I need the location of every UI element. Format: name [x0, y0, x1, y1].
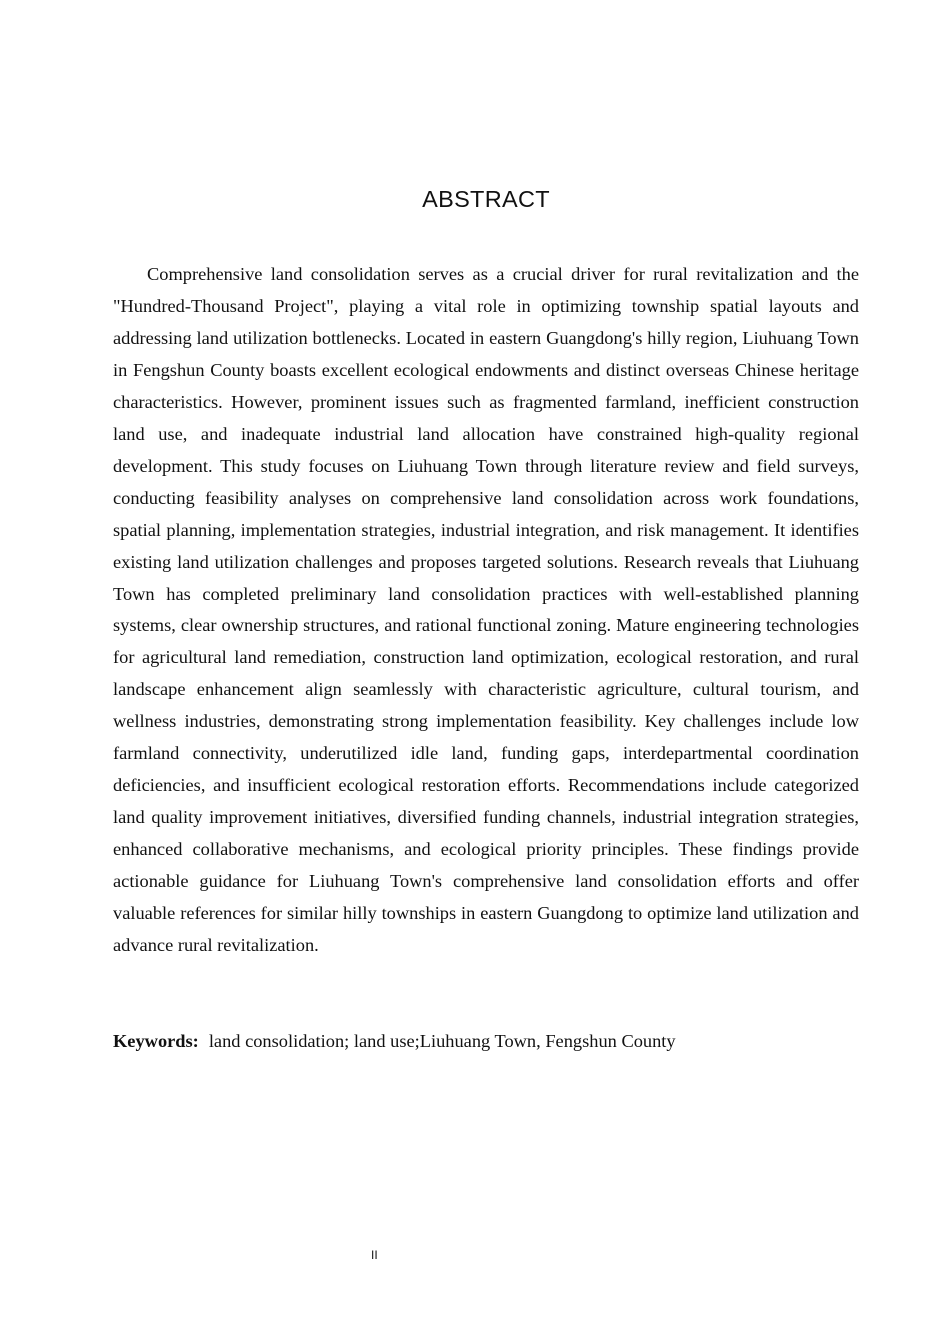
keywords-text: land consolidation; land use;Liuhuang Town, Fengshun County — [208, 1031, 676, 1051]
abstract-title: ABSTRACT — [422, 186, 550, 212]
keywords-line — [113, 1026, 859, 1056]
abstract-body: Comprehensive land consolidation serves as a crucial driver for rural revitalization and the "Hundred-Thousand Project", playing a vital role in optimizing township spatial layouts and addressing land utilization bottlenecks. Located in eastern Guangdong's hilly region, Liuhuang Town in Fengshun County boasts excellent ecological endowments and distinct overseas Chinese heritage characteristics. However, prominent issues such as fragmented farmland, inefficient construction land use, and inadequate industrial land allocation have constrained high-quality regional development. This study focuses on Liuhuang Town through literature review and field surveys, conducting feasibility analyses on comprehensive land consolidation across work foundations, spatial planning, implementation strategies, industrial integration, and risk management. It identifies existing land utilization challenges and proposes targeted solutions. Research reveals that Liuhuang Town has completed preliminary land consolidation practices with well-established planning systems, clear ownership structures, and rational functional zoning. Mature engineering technologies for agricultural land remediation, construction land optimization, ecological restoration, and rural landscape enhancement align seamlessly with characteristic agriculture, cultural tourism, and wellness industries, demonstrating strong implementation feasibility. Key challenges include low farmland connectivity, underutilized idle land, funding gaps, interdepartmental coordination deficiencies, and insufficient ecological restoration efforts. Recommendations include categorized land quality improvement initiatives, diversified funding channels, industrial integration strategies, enhanced collaborative mechanisms, and ecological priority principles. These findings provide actionable guidance for Liuhuang Town's comprehensive land consolidation efforts and offer valuable references for similar hilly townships in eastern Guangdong to optimize land utilization and advance rural revitalization. — [113, 264, 859, 956]
keywords-label: Keywords: — [113, 1031, 199, 1051]
page-number: II — [371, 1248, 378, 1262]
